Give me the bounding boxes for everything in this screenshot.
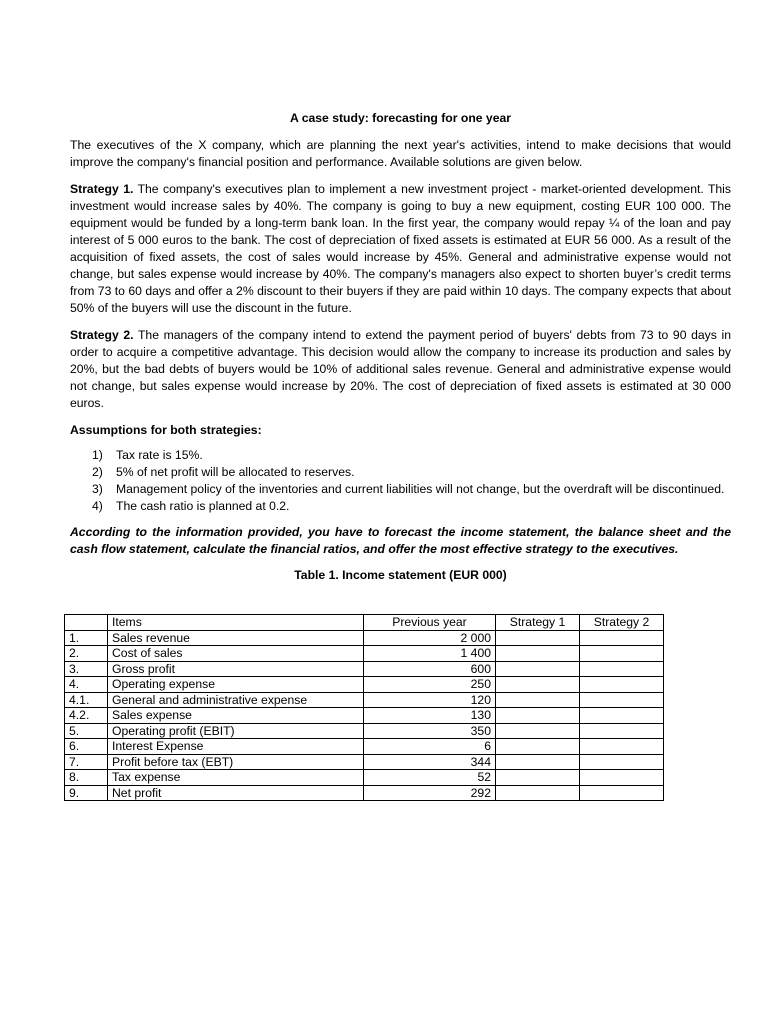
strategy-1-label: Strategy 1.	[70, 182, 134, 196]
table-header-row	[65, 615, 664, 631]
table-row	[65, 692, 664, 708]
row-strategy-1	[496, 692, 580, 708]
row-strategy-1	[496, 785, 580, 801]
intro-paragraph: The executives of the X company, which are planning the next year's activities, intend to make decisions that would improve the company's financial position and performance. Available solutions are given below.	[70, 138, 731, 169]
row-strategy-1	[496, 770, 580, 786]
row-strategy-1	[496, 739, 580, 755]
row-strategy-2	[580, 754, 664, 770]
strategy-2-text: The managers of the company intend to extend the payment period of buyers' debts from 73 to 90 days in order to acquire a competitive advantage. This decision would allow the company to increase its production and sales by 20%, but the bad debts of buyers would be 10% of additional sales revenue. General and administrative expense would not change, but sales expense would increase by 20%. The cost of depreciation of fixed assets is estimated at 30 000 euros.	[70, 328, 731, 410]
task-instruction: According to the information provided, you have to forecast the income statement, the balance sheet and the cash flow statement, calculate the financial ratios, and offer the most effective strategy to the executives.	[70, 525, 731, 556]
assumption-item	[92, 447, 731, 464]
page-title: A case study: forecasting for one year	[289, 111, 512, 125]
assumptions-title: Assumptions for both strategies:	[70, 423, 262, 437]
table-row	[65, 770, 664, 786]
row-number: 4.1.	[65, 692, 108, 708]
row-number: 9.	[65, 785, 108, 801]
row-strategy-1	[496, 754, 580, 770]
assumption-item	[92, 464, 731, 481]
row-item: Net profit	[108, 785, 364, 801]
row-previous-year: 250	[364, 677, 496, 693]
row-previous-year: 120	[364, 692, 496, 708]
row-strategy-2	[580, 661, 664, 677]
row-previous-year: 1 400	[364, 646, 496, 662]
income-statement-table	[64, 614, 664, 801]
row-number: 4.2.	[65, 708, 108, 724]
assumption-item	[92, 481, 731, 498]
row-strategy-1	[496, 661, 580, 677]
row-item: Profit before tax (EBT)	[108, 754, 364, 770]
row-strategy-1	[496, 646, 580, 662]
table-row	[65, 630, 664, 646]
row-strategy-1	[496, 677, 580, 693]
table-row	[65, 785, 664, 801]
header-no	[65, 615, 108, 631]
row-strategy-2	[580, 692, 664, 708]
assumption-number: 2)	[92, 465, 103, 479]
assumption-text: Tax rate is 15%.	[116, 448, 203, 462]
row-previous-year: 344	[364, 754, 496, 770]
row-strategy-1	[496, 723, 580, 739]
table-row	[65, 739, 664, 755]
row-item: Gross profit	[108, 661, 364, 677]
row-previous-year: 600	[364, 661, 496, 677]
table-title: Table 1. Income statement (EUR 000)	[294, 568, 507, 582]
row-number: 7.	[65, 754, 108, 770]
assumption-number: 1)	[92, 448, 103, 462]
row-item: Interest Expense	[108, 739, 364, 755]
row-item: Operating expense	[108, 677, 364, 693]
row-previous-year: 292	[364, 785, 496, 801]
row-previous-year: 2 000	[364, 630, 496, 646]
row-strategy-2	[580, 646, 664, 662]
table-row	[65, 677, 664, 693]
row-number: 2.	[65, 646, 108, 662]
assumption-text: 5% of net profit will be allocated to reserves.	[116, 465, 355, 479]
table-row	[65, 708, 664, 724]
row-previous-year: 130	[364, 708, 496, 724]
row-previous-year: 6	[364, 739, 496, 755]
row-strategy-2	[580, 739, 664, 755]
strategy-1-text: The company's executives plan to implement a new investment project - market-oriented development. This investment would increase sales by 40%. The company is going to buy a new equipment, costing EUR 100 000. The equipment would be funded by a long-term bank loan. In the first year, the company would repay ¼ of the loan and pay interest of 5 000 euros to the bank. The cost of depreciation of fixed assets is estimated at EUR 56 000. As a result of the acquisition of fixed assets, the cost of sales would increase by 45%. General and administrative expense would not change, but sales expense would increase by 40%. The company's managers also expect to shorten buyer’s credit terms from 73 to 60 days and offer a 2% discount to their buyers if they are paid within 10 days. The company expects that about 50% of the buyers will use the discount in the future.	[70, 182, 731, 315]
header-items: Items	[108, 615, 364, 631]
row-item: General and administrative expense	[108, 692, 364, 708]
row-number: 5.	[65, 723, 108, 739]
table-row	[65, 646, 664, 662]
row-strategy-1	[496, 708, 580, 724]
header-previous-year: Previous year	[364, 615, 496, 631]
assumption-number: 4)	[92, 499, 103, 513]
assumption-item	[92, 498, 731, 515]
strategy-1-paragraph	[70, 181, 731, 317]
row-strategy-2	[580, 677, 664, 693]
row-number: 8.	[65, 770, 108, 786]
row-strategy-2	[580, 708, 664, 724]
row-item: Sales expense	[108, 708, 364, 724]
assumption-number: 3)	[92, 482, 103, 496]
row-item: Sales revenue	[108, 630, 364, 646]
assumption-text: The cash ratio is planned at 0.2.	[116, 499, 290, 513]
row-strategy-2	[580, 723, 664, 739]
table-row	[65, 723, 664, 739]
row-previous-year: 52	[364, 770, 496, 786]
row-number: 6.	[65, 739, 108, 755]
row-item: Operating profit (EBIT)	[108, 723, 364, 739]
row-number: 4.	[65, 677, 108, 693]
table-row	[65, 754, 664, 770]
row-number: 3.	[65, 661, 108, 677]
row-strategy-2	[580, 630, 664, 646]
row-strategy-2	[580, 785, 664, 801]
header-strategy-1: Strategy 1	[496, 615, 580, 631]
row-previous-year: 350	[364, 723, 496, 739]
row-item: Tax expense	[108, 770, 364, 786]
row-item: Cost of sales	[108, 646, 364, 662]
row-strategy-1	[496, 630, 580, 646]
row-strategy-2	[580, 770, 664, 786]
strategy-2-label: Strategy 2.	[70, 328, 134, 342]
assumption-text: Management policy of the inventories and current liabilities will not change, but the overdraft will be discontinued.	[116, 482, 725, 496]
header-strategy-2: Strategy 2	[580, 615, 664, 631]
row-number: 1.	[65, 630, 108, 646]
table-row	[65, 661, 664, 677]
assumptions-list	[70, 447, 731, 515]
strategy-2-paragraph	[70, 327, 731, 412]
